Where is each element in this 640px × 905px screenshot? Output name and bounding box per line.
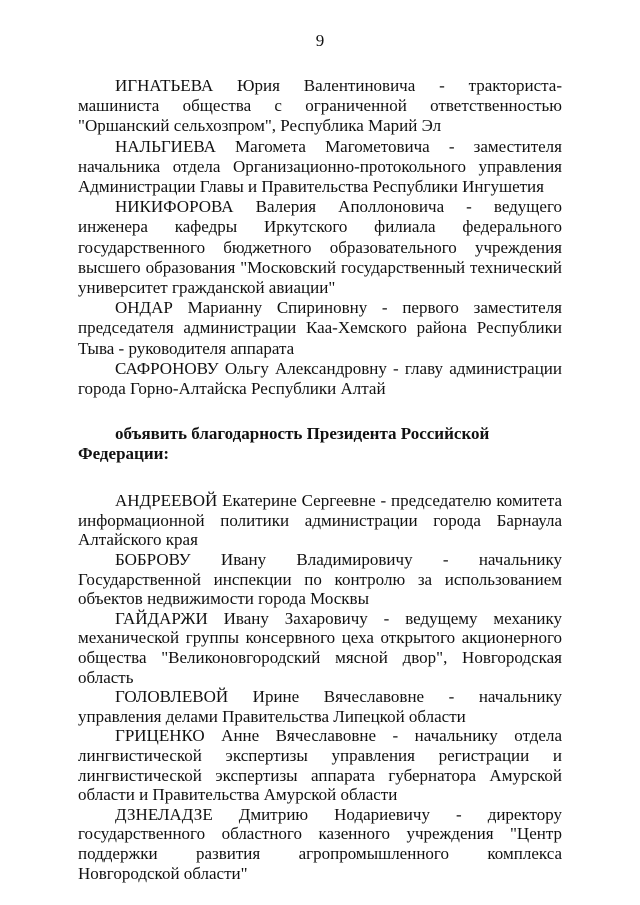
person-entry: БОБРОВУ Ивану Владимировичу - начальнику Государственной инспекции по контролю за использованием объектов недвижимости города Москвы — [78, 550, 562, 609]
section-heading: объявить благодарность Президента Российской Федерации: — [78, 424, 490, 464]
person-entry: ИГНАТЬЕВА Юрия Валентиновича - тракториста-машиниста общества с ограниченной ответственностью "Оршанский сельхозпром", Республика Марий Эл — [78, 76, 562, 136]
gratitude-list-section — [78, 491, 562, 883]
person-entry: ОНДАР Марианну Спириновну - первого заместителя председателя администрации Каа-Хемского района Республики Тыва - руководителя аппарата — [78, 298, 562, 358]
document-body — [78, 76, 562, 883]
award-list-section — [78, 76, 562, 399]
section-heading-wrap — [78, 424, 562, 464]
person-entry: НАЛЬГИЕВА Магомета Магометовича - заместителя начальника отдела Организационно-протокольного управления Администрации Главы и Правительства Республики Ингушетия — [78, 136, 562, 197]
person-entry: НИКИФОРОВА Валерия Аполлоновича - ведущего инженера кафедры Иркутского филиала федерального государственного бюджетного образовательного учреждения высшего образования "Московский государственный технический университет гражданской авиации" — [78, 197, 562, 298]
person-entry: ДЗНЕЛАДЗЕ Дмитрию Нодариевичу - директору государственного областного казенного учреждения "Центр поддержки развития агропромышленного комплекса Новгородской области" — [78, 804, 562, 883]
person-entry: САФРОНОВУ Ольгу Александровну - главу администрации города Горно-Алтайска Республики Алтай — [78, 358, 562, 399]
person-entry: ГРИЦЕНКО Анне Вячеславовне - начальнику отдела лингвистической экспертизы управления регистрации и лингвистической экспертизы аппарата губернатора Амурской области и Правительства Амурской области — [78, 726, 562, 805]
person-entry: ГОЛОВЛЕВОЙ Ирине Вячеславовне - начальнику управления делами Правительства Липецкой области — [78, 687, 562, 726]
person-entry: ГАЙДАРЖИ Ивану Захаровичу - ведущему механику механической группы консервного цеха открытого акционерного общества "Великоновгородский мясной двор", Новгородская область — [78, 608, 562, 687]
page-number: 9 — [315, 31, 325, 50]
person-entry: АНДРЕЕВОЙ Екатерине Сергеевне - председателю комитета информационной политики администрации города Барнаула Алтайского края — [78, 491, 562, 550]
